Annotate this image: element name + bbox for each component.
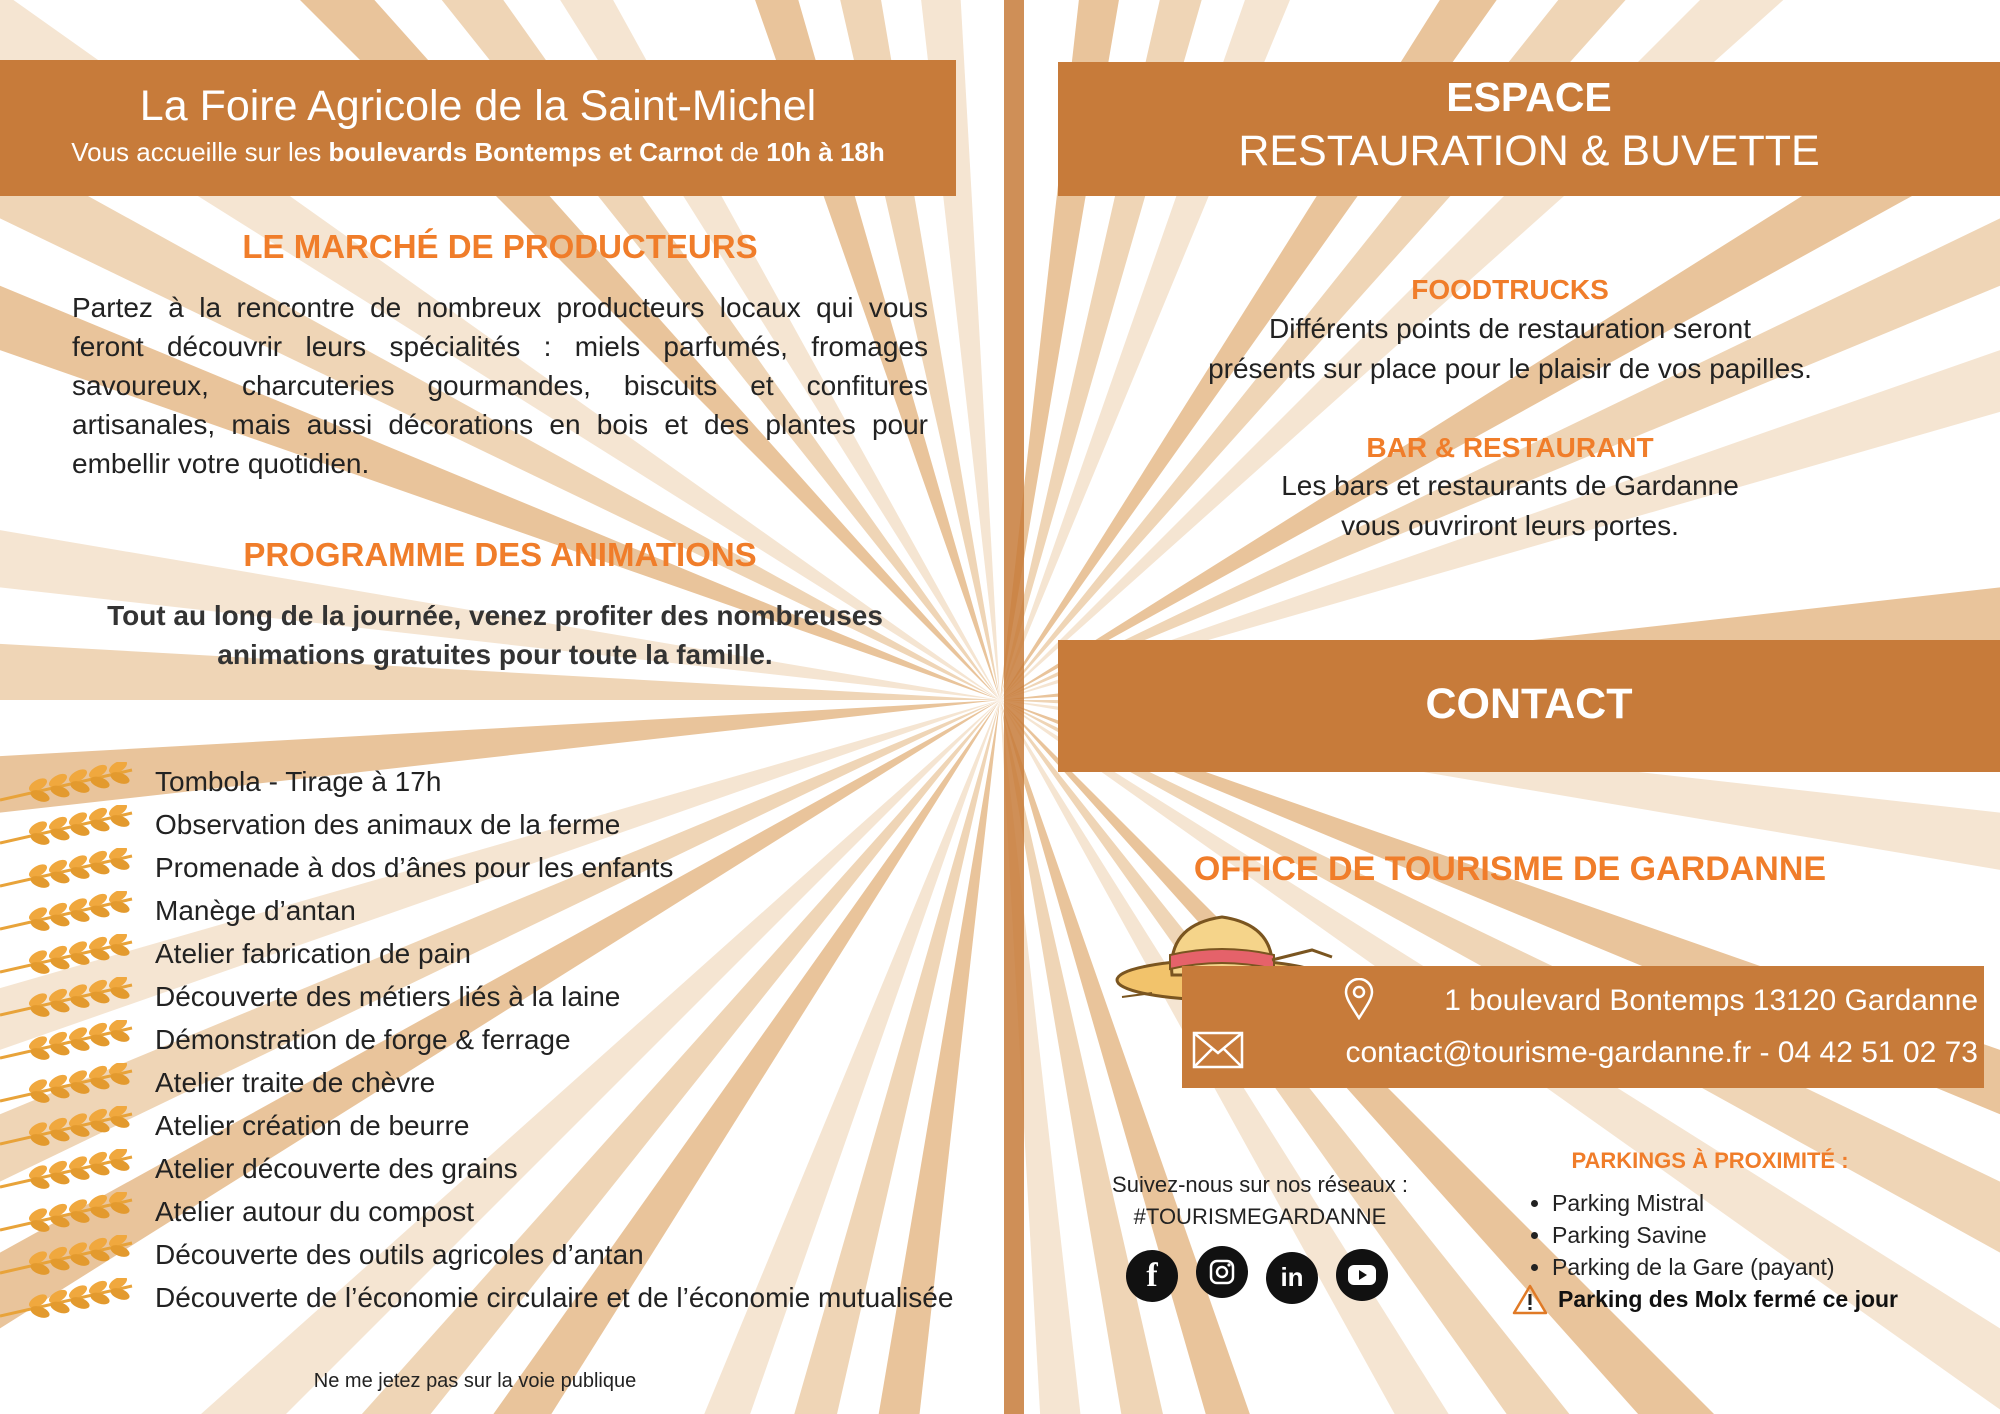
parking-item: • Parking Mistral (1552, 1187, 1972, 1219)
location-pin-icon (1344, 978, 1374, 1020)
animation-label: Découverte de l’économie circulaire et de l’économie mutualisée (155, 1282, 954, 1313)
wheat-icon (0, 977, 140, 1017)
footer-note: Ne me jetez pas sur la voie publique (313, 1370, 637, 1392)
left-header-band (0, 60, 956, 196)
address-text: 1 boulevard Bontemps 13120 Gardanne (1444, 984, 1978, 1017)
wheat-icon (0, 891, 140, 931)
animation-label: Observation des animaux de la ferme (155, 809, 621, 840)
wheat-icon (0, 1106, 140, 1146)
parking-warning: Parking des Molx fermé ce jour (1558, 1286, 1899, 1312)
contact-title: CONTACT (1425, 680, 1633, 728)
facebook-icon[interactable]: f (1126, 1250, 1178, 1302)
animation-item (0, 803, 960, 846)
wheat-icon (0, 1235, 140, 1275)
office-heading: OFFICE DE TOURISME DE GARDANNE (1193, 850, 1827, 888)
foodtrucks-heading: FOODTRUCKS (1411, 274, 1609, 305)
animation-item (0, 975, 960, 1018)
bar-heading: BAR & RESTAURANT (1366, 432, 1654, 463)
animation-label: Atelier autour du compost (155, 1196, 475, 1227)
animation-label: Promenade à dos d’ânes pour les enfants (155, 852, 674, 883)
wheat-icon (0, 805, 140, 845)
program-heading: PROGRAMME DES ANIMATIONS (243, 536, 757, 573)
wheat-icon (0, 934, 140, 974)
center-fold-stripe (1004, 0, 1024, 1414)
animation-item (0, 1276, 960, 1319)
animation-item (0, 1104, 960, 1147)
parking-list (1502, 1187, 1972, 1283)
parking-item: • Parking de la Gare (payant) (1552, 1251, 1972, 1283)
animation-item (0, 1061, 960, 1104)
warning-icon (1512, 1283, 1548, 1315)
bar-line2: vous ouvriront leurs portes. (1341, 510, 1679, 541)
espace-title: ESPACE (1446, 74, 1612, 120)
wheat-icon (0, 762, 140, 802)
wheat-icon (0, 1020, 140, 1060)
animation-label: Atelier traite de chèvre (155, 1067, 436, 1098)
animation-label: Découverte des outils agricoles d’antan (155, 1239, 644, 1270)
wheat-icon (0, 1063, 140, 1103)
market-heading: LE MARCHÉ DE PRODUCTEURS (242, 228, 758, 265)
parking-item: • Parking Savine (1552, 1219, 1972, 1251)
market-text: Partez à la rencontre de nombreux producteurs locaux qui vous feront découvrir leurs spécialités : miels parfumés, fromages savoureux, charcuteries gourmandes, biscuits et confitures artisanales, mais aussi décorations en bois et des plantes pour embellir votre quotidien. (72, 292, 928, 479)
animation-item (0, 846, 960, 889)
social-icons (1126, 1246, 1456, 1304)
bar-line1: Les bars et restaurants de Gardanne (1281, 470, 1739, 501)
wheat-icon (0, 848, 140, 888)
animation-item (0, 760, 960, 803)
restauration-title: RESTAURATION & BUVETTE (1238, 127, 1820, 175)
animation-item (0, 1233, 960, 1276)
animation-label: Atelier création de beurre (155, 1110, 470, 1141)
mail-icon (1192, 1031, 1244, 1069)
foodtrucks-line2: présents sur place pour le plaisir de vos papilles. (1208, 353, 1812, 384)
animation-item (0, 1147, 960, 1190)
parking-heading: PARKINGS À PROXIMITÉ : (1571, 1148, 1849, 1173)
wheat-icon (0, 1192, 140, 1232)
animation-item (0, 1018, 960, 1061)
fair-title: La Foire Agricole de la Saint-Michel (139, 82, 817, 130)
animation-item (0, 932, 960, 975)
wheat-icon (0, 1149, 140, 1189)
linkedin-icon[interactable]: in (1266, 1252, 1318, 1304)
social-line1: Suivez-nous sur nos réseaux : (1112, 1172, 1408, 1197)
social-hashtag: #TOURISMEGARDANNE (1133, 1204, 1387, 1229)
animation-item (0, 889, 960, 932)
youtube-icon[interactable] (1336, 1249, 1388, 1301)
animation-label: Atelier découverte des grains (155, 1153, 518, 1184)
fair-subtitle: Vous accueille sur les boulevards Bontemps et Carnot de 10h à 18h (71, 137, 885, 167)
animation-label: Tombola - Tirage à 17h (155, 766, 442, 797)
instagram-icon[interactable] (1196, 1246, 1248, 1298)
wheat-icon (0, 1278, 140, 1318)
animations-list (0, 760, 960, 1319)
animation-label: Découverte des métiers liés à la laine (155, 981, 621, 1012)
animation-item (0, 1190, 960, 1233)
animation-label: Manège d’antan (155, 895, 356, 926)
right-header-band (1058, 62, 2000, 196)
animation-label: Atelier fabrication de pain (155, 938, 471, 969)
foodtrucks-line1: Différents points de restauration seront (1269, 313, 1751, 344)
animation-label: Démonstration de forge & ferrage (155, 1024, 571, 1055)
contact-band (1058, 640, 2000, 772)
program-intro: Tout au long de la journée, venez profiter des nombreuses animations gratuites pour toute la famille. (107, 600, 883, 670)
email-phone-text: contact@tourisme-gardanne.fr - 04 42 51 02 73 (1345, 1036, 1978, 1069)
